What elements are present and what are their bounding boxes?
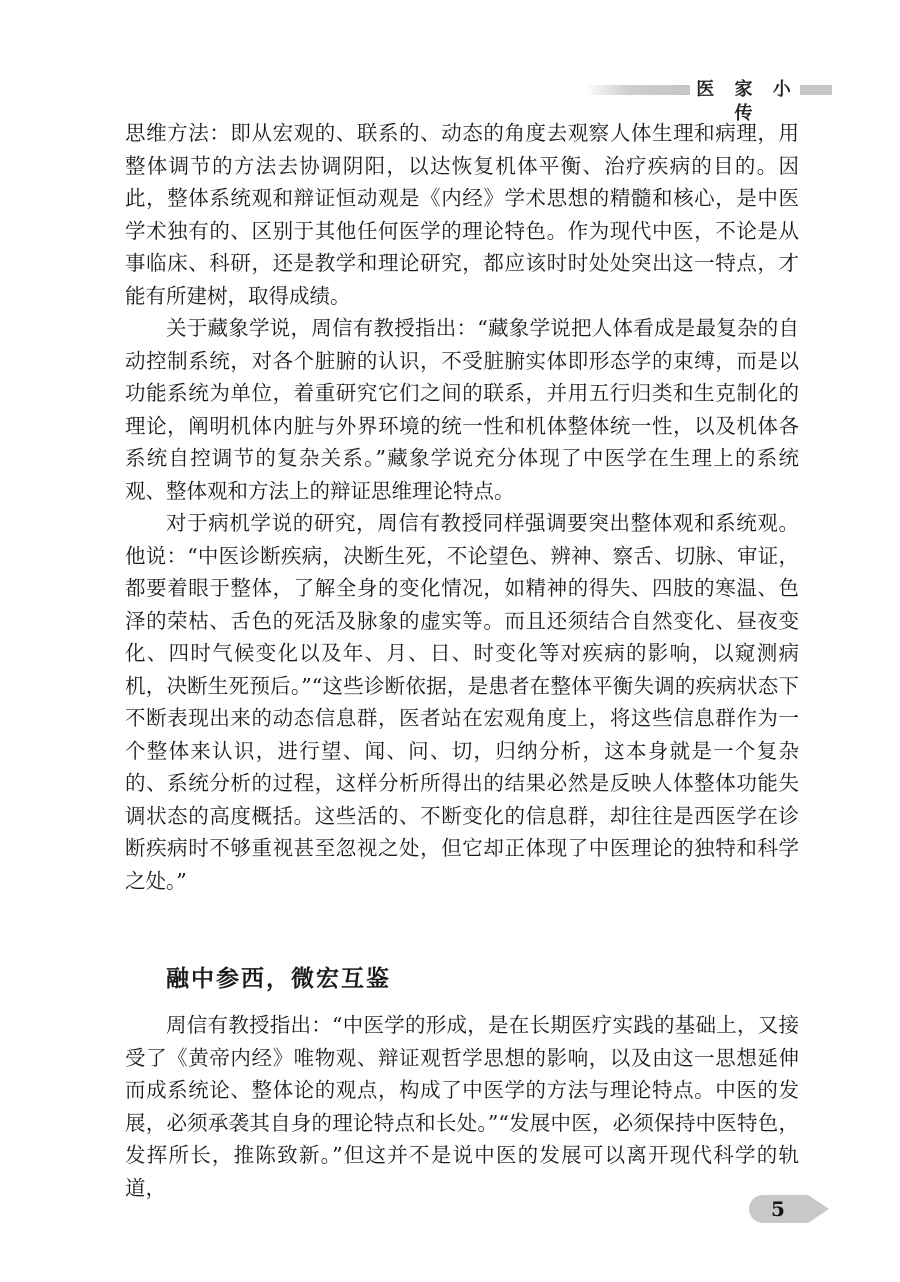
page-body [125, 117, 799, 1204]
paragraph-2: 关于藏象学说，周信有教授指出：“藏象学说把人体看成是最复杂的自动控制系统，对各个脏腑的认识，不受脏腑实体即形态学的束缚，而是以功能系统为单位，着重研究它们之间的联系，并用五行归类和生克制化的理论，阐明机体内脏与外界环境的统一性和机体整体统一性，以及机体各系统自控调节的复杂关系。”藏象学说充分体现了中医学在生理上的系统观、整体观和方法上的辩证思维理论特点。 [125, 316, 799, 503]
running-title: 医 家 小 传 [696, 79, 798, 124]
paragraph-4: 周信有教授指出：“中医学的形成，是在长期医疗实践的基础上，又接受了《黄帝内经》唯物观、辩证观哲学思想的影响，以及由这一思想延伸而成系统论、整体论的观点，构成了中医学的方法与理论特点。中医的发展，必须承袭其自身的理论特点和长处。”“发展中医，必须保持中医特色，发挥所长，推陈致新。”但这并不是说中医的发展可以离开现代科学的轨道， [125, 1013, 799, 1200]
page-number: 5 [771, 1197, 785, 1221]
paragraph-1: 思维方法：即从宏观的、联系的、动态的角度去观察人体生理和病理，用整体调节的方法去协调阴阳，以达恢复机体平衡、治疗疾病的目的。因此，整体系统观和辩证恒动观是《内经》学术思想的精髓和核心，是中医学术独有的、区别于其他任何医学的理论特色。作为现代中医，不论是从事临床、科研，还是教学和理论研究，都应该时时处处突出这一特点，才能有所建树，取得成绩。 [125, 121, 799, 308]
running-header [0, 78, 900, 124]
header-decor-bar-left [585, 85, 690, 95]
paragraph-3: 对于病机学说的研究，周信有教授同样强调要突出整体观和系统观。他说：“中医诊断疾病，决断生死，不论望色、辨神、察舌、切脉、审证，都要着眼于整体，了解全身的变化情况，如精神的得失、四肢的寒温、色泽的荣枯、舌色的死活及脉象的虚实等。而且还须结合自然变化、昼夜变化、四时气候变化以及年、月、日、时变化等对疾病的影响，以窥测病机，决断生死预后。”“这些诊断依据，是患者在整体平衡失调的疾病状态下不断表现出来的动态信息群，医者站在宏观角度上，将这些信息群作为一个整体来认识，进行望、闻、问、切，归纳分析，这本身就是一个复杂的、系统分析的过程，这样分析所得出的结果必然是反映人体整体功能失调状态的高度概括。这些活的、不断变化的信息群，却往往是西医学在诊断疾病时不够重视甚至忽视之处，但它却正体现了中医理论的独特和科学之处。” [125, 511, 799, 893]
section-heading: 融中参西，微宏互鉴 [166, 965, 391, 992]
header-decor-bar-right [800, 85, 832, 95]
page-number-tab [748, 1194, 830, 1224]
